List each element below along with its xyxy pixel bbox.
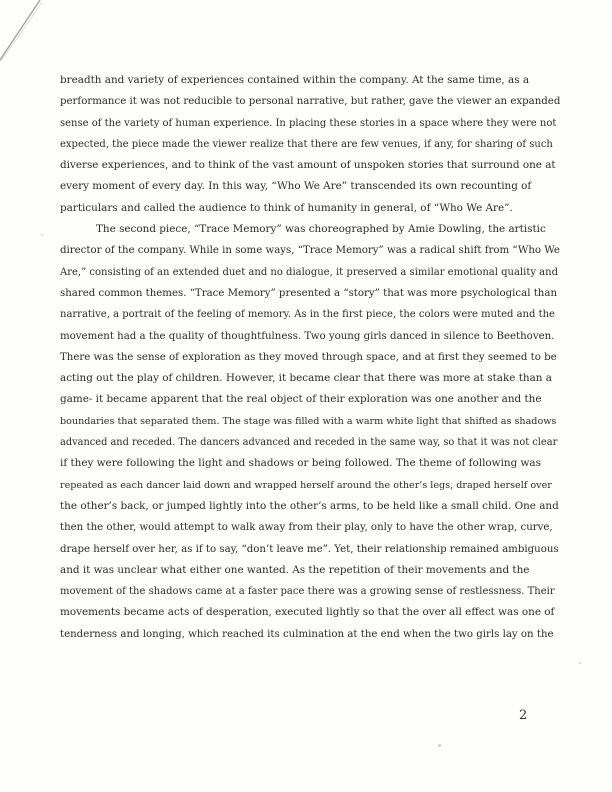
- text-line: expected, the piece made the viewer realize that there are few venues, if any, for sharing of such: [60, 138, 553, 150]
- scan-speck: [579, 662, 581, 664]
- text-line: breadth and variety of experiences contained within the company. At the same time, as a: [60, 74, 530, 86]
- text-line: then the other, would attempt to walk away from their play, only to have the other wrap, curve,: [60, 522, 553, 534]
- text-line: sense of the variety of human experience. In placing these stories in a space where they were not: [60, 117, 557, 129]
- text-line: game- it became apparent that the real object of their exploration was one another and the: [60, 393, 542, 406]
- text-line: diverse experiences, and to think of the vast amount of unspoken stories that surround one at: [60, 159, 556, 172]
- text-line: advanced and receded. The dancers advanced and receded in the same way, so that it was not clear: [60, 437, 558, 449]
- text-line: repeated as each dancer laid down and wrapped herself around the other’s legs, draped herself over: [60, 479, 552, 491]
- text-line: movements became acts of desperation, executed lightly so that the over all effect was one of: [60, 606, 555, 619]
- scan-speck: [41, 234, 43, 236]
- text-line: tenderness and longing, which reached its culmination at the end when the two girls lay on the: [60, 628, 554, 640]
- text-line: The second piece, “Trace Memory” was choreographed by Amie Dowling, the artistic: [96, 223, 546, 236]
- text-line: the other’s back, or jumped lightly into the other’s arms, to be held like a small child. One and: [60, 499, 559, 512]
- text-line: performance it was not reducible to personal narrative, but rather, gave the viewer an expanded: [60, 96, 561, 108]
- paragraph-1: [60, 70, 560, 219]
- scan-speck: [438, 744, 441, 747]
- text-line: Are,” consisting of an extended duet and no dialogue, it preserved a similar emotional quality and: [60, 266, 558, 278]
- page-curl-mark: [0, 0, 60, 110]
- text-line: if they were following the light and shadows or being followed. The theme of following was: [60, 457, 541, 470]
- text-line: director of the company. While in some ways, “Trace Memory” was a radical shift from “Who We: [60, 245, 560, 257]
- text-line: movement of the shadows came at a faster pace there was a growing sense of restlessness. Their: [60, 586, 555, 598]
- text-line: boundaries that separated them. The stage was filled with a warm white light that shifted as shadows: [60, 415, 557, 427]
- text-line: narrative, a portrait of the feeling of memory. As in the first piece, the colors were muted and the: [60, 309, 555, 321]
- text-line: particulars and called the audience to think of humanity in general, of “Who We Are”.: [60, 201, 513, 214]
- paragraph-2: [60, 219, 560, 645]
- text-line: shared common themes. “Trace Memory” presented a “story” that was more psychological than: [60, 287, 557, 299]
- body-text: [60, 70, 560, 645]
- page-number: 2: [519, 708, 528, 723]
- text-line: acting out the play of children. However, it became clear that there was more at stake than a: [60, 372, 552, 385]
- text-line: There was the sense of exploration as they moved through space, and at first they seemed to be: [60, 351, 557, 363]
- text-line: every moment of every day. In this way, “Who We Are” transcended its own recounting of: [60, 180, 532, 193]
- text-line: drape herself over her, as if to say, “don’t leave me”. Yet, their relationship remained ambiguous: [60, 543, 559, 555]
- text-line: movement had a the quality of thoughtfulness. Two young girls danced in silence to Beethoven.: [60, 330, 555, 342]
- text-line: and it was unclear what either one wanted. As the repetition of their movements and the: [60, 563, 530, 576]
